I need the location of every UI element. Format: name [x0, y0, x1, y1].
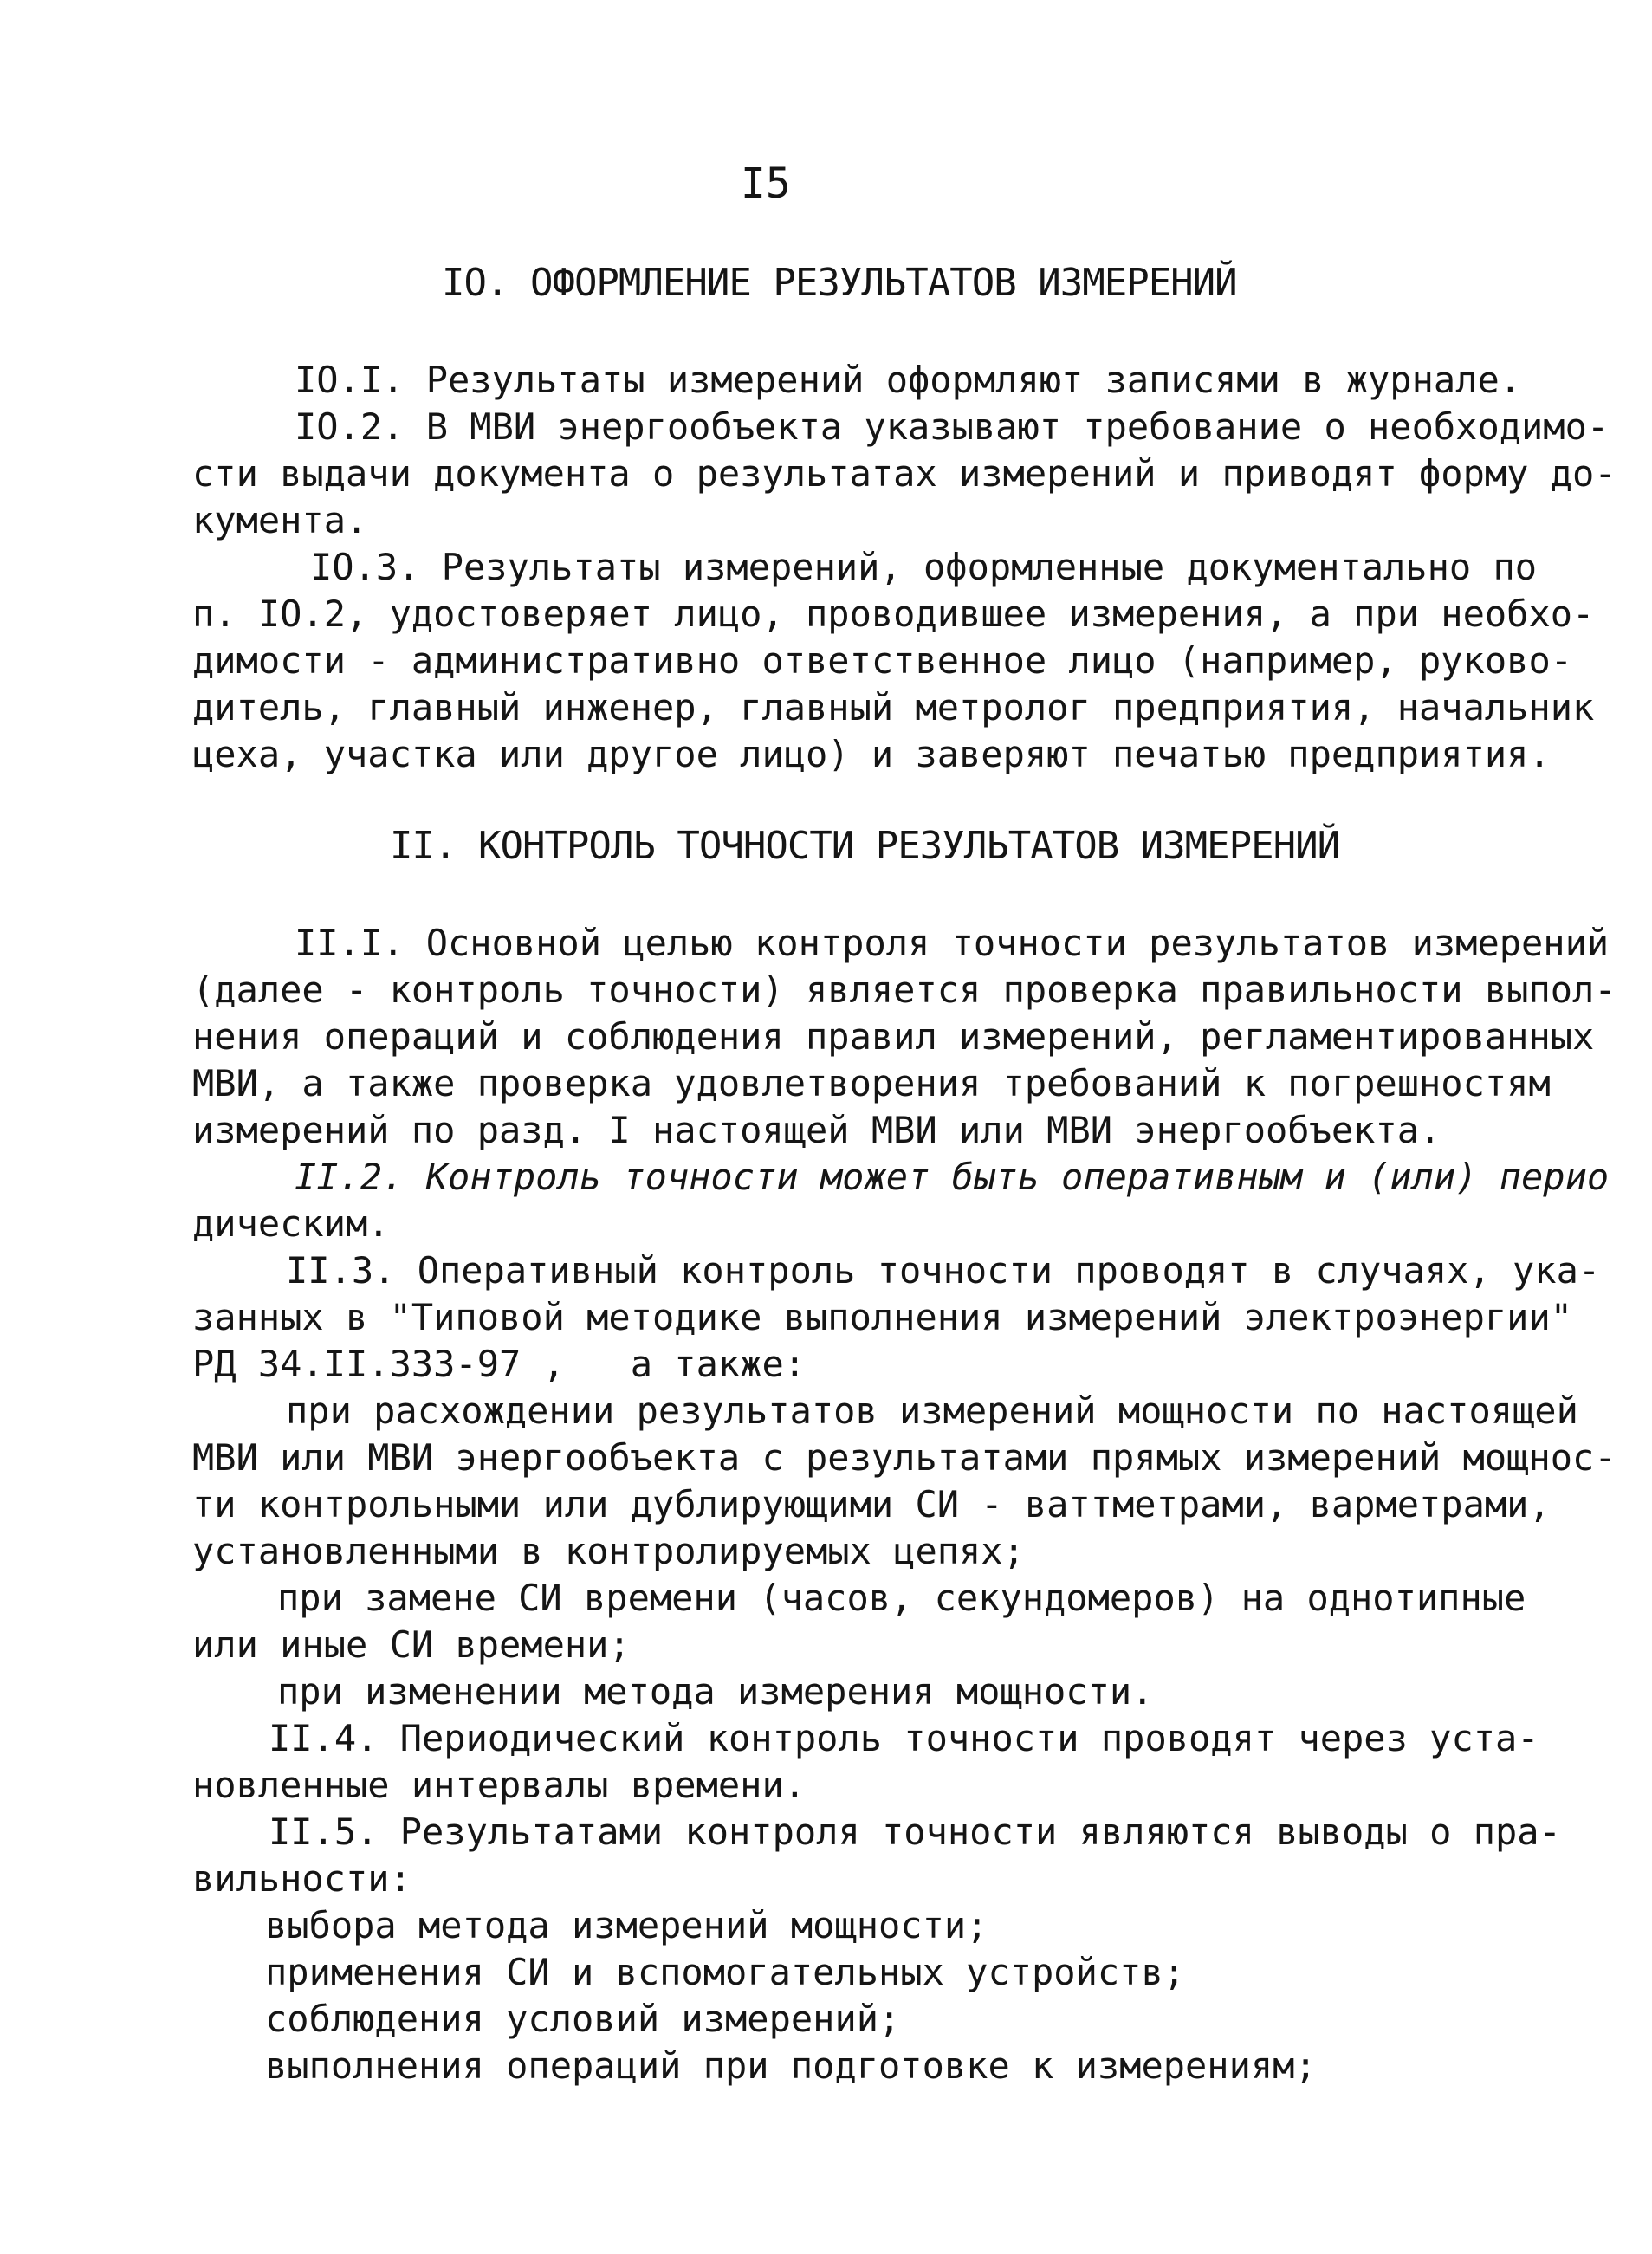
- paragraph-line: выбора метода измерений мощности;: [265, 1904, 988, 1946]
- paragraph-line: IO.3. Результаты измерений, оформленные документально по: [310, 546, 1538, 588]
- paragraph-line: при замене СИ времени (часов, секундомеров) на однотипные: [277, 1577, 1526, 1619]
- paragraph-line: измерений по разд. I настоящей МВИ или МВИ энергообъекта.: [192, 1109, 1441, 1151]
- paragraph-line: новленные интервалы времени.: [192, 1764, 807, 1806]
- paragraph-line: II.4. Периодический контроль точности проводят через уста-: [269, 1717, 1539, 1759]
- paragraph-line: дитель, главный инженер, главный метролог предприятия, начальник: [192, 686, 1595, 729]
- paragraph-line: дическим.: [192, 1202, 390, 1245]
- paragraph-line: п. IO.2, удостоверяет лицо, проводившее измерения, а при необхо-: [192, 593, 1595, 635]
- paragraph-line: соблюдения условий измерений;: [265, 1998, 901, 2040]
- paragraph-line: нения операций и соблюдения правил измерений, регламентированных: [192, 1015, 1595, 1058]
- paragraph-line: IO.I. Результаты измерений оформляют записями в журнале.: [295, 359, 1522, 401]
- paragraph-line: МВИ или МВИ энергообъекта с результатами прямых измерений мощнос-: [192, 1436, 1616, 1479]
- paragraph-line: цеха, участка или другое лицо) и заверяют печатью предприятия.: [192, 733, 1551, 775]
- paragraph-line: при изменении метода измерения мощности.: [277, 1670, 1154, 1713]
- paragraph-line: II.I. Основной целью контроля точности результатов измерений: [295, 922, 1610, 964]
- paragraph-line: выполнения операций при подготовке к измерениям;: [265, 2044, 1317, 2087]
- paragraph-line: II.2. Контроль точности может быть оперативным и (или) перио: [295, 1156, 1610, 1198]
- paragraph-line: II.3. Оперативный контроль точности проводят в случаях, ука-: [286, 1249, 1601, 1292]
- paragraph-line: (далее - контроль точности) является проверка правильности выпол-: [192, 968, 1616, 1011]
- paragraph-line: сти выдачи документа о результатах измерений и приводят форму до-: [192, 452, 1616, 495]
- paragraph-line: ти контрольными или дублирующими СИ - ваттметрами, варметрами,: [192, 1483, 1551, 1525]
- section-11-title: II. КОНТРОЛЬ ТОЧНОСТИ РЕЗУЛЬТАТОВ ИЗМЕРЕНИЙ: [390, 824, 1340, 868]
- paragraph-line: или иные СИ времени;: [192, 1623, 631, 1666]
- section-10-title: IO. ОФОРМЛЕНИЕ РЕЗУЛЬТАТОВ ИЗМЕРЕНИЙ: [442, 261, 1237, 305]
- paragraph-line: занных в "Типовой методике выполнения измерений электроэнергии": [192, 1296, 1573, 1338]
- paragraph-line: кумента.: [192, 499, 368, 541]
- paragraph-line: МВИ, а также проверка удовлетворения требований к погрешностям: [192, 1062, 1551, 1104]
- paragraph-line: установленными в контролируемых цепях;: [192, 1530, 1025, 1572]
- paragraph-line: применения СИ и вспомогательных устройств;: [265, 1951, 1186, 1993]
- paragraph-line: II.5. Результатами контроля точности являются выводы о пра-: [269, 1810, 1561, 1853]
- paragraph-line: вильности:: [192, 1857, 411, 1900]
- paragraph-line: димости - административно ответственное лицо (например, руково-: [192, 639, 1573, 682]
- paragraph-line: РД 34.II.333-97 , а также:: [192, 1343, 807, 1385]
- paragraph-line: IO.2. В МВИ энергообъекта указывают требование о необходимо-: [295, 405, 1610, 448]
- paragraph-line: при расхождении результатов измерений мощности по настоящей: [286, 1389, 1578, 1432]
- page-number: I5: [741, 159, 791, 208]
